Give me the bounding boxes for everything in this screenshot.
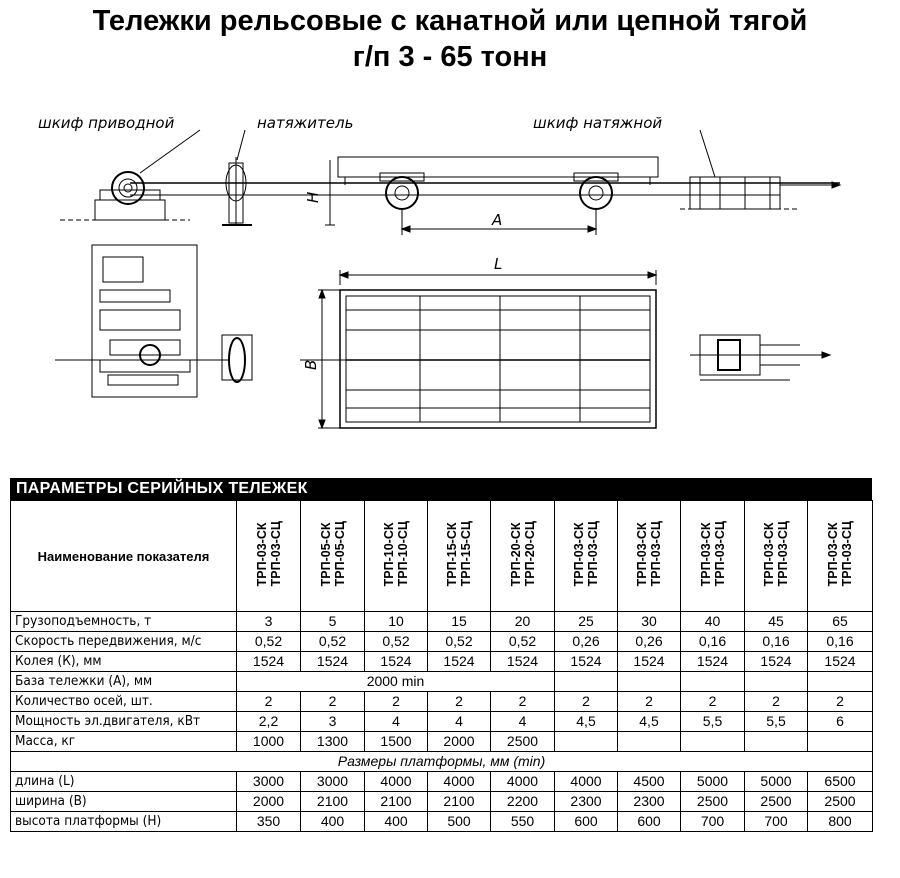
row-label: длина (L) <box>11 772 237 792</box>
table-cell: 2000 <box>428 732 491 752</box>
table-cell: 4000 <box>365 772 428 792</box>
table-cell: 30 <box>618 612 681 632</box>
table-cell: 2 <box>555 692 618 712</box>
table-cell: 400 <box>365 812 428 832</box>
table-cell <box>808 672 873 692</box>
table-cell: 800 <box>808 812 873 832</box>
table-cell: 0,52 <box>237 632 301 652</box>
table-cell: 2,2 <box>237 712 301 732</box>
table-cell: 2100 <box>428 792 491 812</box>
table-cell <box>681 672 745 692</box>
table-cell: 1524 <box>745 652 808 672</box>
table-cell: 1524 <box>555 652 618 672</box>
model-header-cell: ТРП-03-СК ТРП-03-СЦ <box>237 501 301 612</box>
params-table-section <box>10 478 872 832</box>
table-row <box>11 772 873 792</box>
table-header-row <box>11 501 873 612</box>
table-cell <box>808 732 873 752</box>
dim-label-H: H <box>304 191 322 203</box>
table-cell <box>745 732 808 752</box>
table-cell: 2 <box>808 692 873 712</box>
table-cell: 4000 <box>428 772 491 792</box>
row-label: высота платформы (H) <box>11 812 237 832</box>
table-cell: 1524 <box>237 652 301 672</box>
table-cell <box>745 672 808 692</box>
table-cell: 1300 <box>301 732 365 752</box>
table-section-row <box>11 752 873 772</box>
table-cell: 3000 <box>237 772 301 792</box>
table-cell: 2 <box>428 692 491 712</box>
table-cell: 4500 <box>618 772 681 792</box>
label-drive-pulley: шкиф приводной <box>38 114 175 132</box>
table-cell: 5 <box>301 612 365 632</box>
dim-label-L: L <box>494 255 503 273</box>
table-cell: 3 <box>237 612 301 632</box>
model-header-cell: ТРП-15-СК ТРП-15-СЦ <box>428 501 491 612</box>
table-cell: 2500 <box>808 792 873 812</box>
table-cell: 5000 <box>681 772 745 792</box>
row-label: Скорость передвижения, м/с <box>11 632 237 652</box>
label-tensioner: натяжитель <box>257 114 354 132</box>
table-cell: 0,16 <box>745 632 808 652</box>
table-cell: 700 <box>745 812 808 832</box>
table-cell: 0,52 <box>428 632 491 652</box>
table-cell: 2 <box>237 692 301 712</box>
table-cell: 0,52 <box>491 632 555 652</box>
table-cell <box>681 732 745 752</box>
table-cell: 4,5 <box>555 712 618 732</box>
technical-drawing <box>0 85 900 445</box>
dim-label-A: A <box>492 211 503 229</box>
table-cell: 65 <box>808 612 873 632</box>
params-table <box>10 500 873 832</box>
table-cell: 2100 <box>301 792 365 812</box>
dim-label-B: B <box>302 359 320 370</box>
table-row <box>11 792 873 812</box>
model-header-cell: ТРП-03-СК ТРП-03-СЦ <box>808 501 873 612</box>
table-cell: 1524 <box>428 652 491 672</box>
table-cell: 1524 <box>491 652 555 672</box>
table-cell: 2300 <box>618 792 681 812</box>
table-row <box>11 672 873 692</box>
table-cell: 3 <box>301 712 365 732</box>
model-header-cell: ТРП-03-СК ТРП-03-СЦ <box>681 501 745 612</box>
table-cell: 2500 <box>745 792 808 812</box>
table-cell: 1524 <box>681 652 745 672</box>
table-cell: 600 <box>618 812 681 832</box>
table-cell: 2200 <box>491 792 555 812</box>
row-label: Количество осей, шт. <box>11 692 237 712</box>
header-name-cell: Наименование показателя <box>11 501 237 612</box>
table-cell: 2 <box>365 692 428 712</box>
table-cell: 4 <box>428 712 491 732</box>
table-cell: 4 <box>365 712 428 732</box>
table-row <box>11 612 873 632</box>
table-cell: 5,5 <box>745 712 808 732</box>
table-cell: 0,26 <box>555 632 618 652</box>
table-cell: 5000 <box>745 772 808 792</box>
table-cell: 1524 <box>618 652 681 672</box>
table-cell: 600 <box>555 812 618 832</box>
table-cell: 0,26 <box>618 632 681 652</box>
table-cell: 1000 <box>237 732 301 752</box>
table-cell: 2 <box>301 692 365 712</box>
table-cell <box>618 672 681 692</box>
row-label: Грузоподъемность, т <box>11 612 237 632</box>
table-cell: 0,16 <box>808 632 873 652</box>
model-header-cell: ТРП-03-СК ТРП-03-СЦ <box>745 501 808 612</box>
table-cell: 400 <box>301 812 365 832</box>
table-cell <box>555 732 618 752</box>
table-cell: 2 <box>618 692 681 712</box>
table-cell: 40 <box>681 612 745 632</box>
model-header-cell: ТРП-03-СК ТРП-03-СЦ <box>618 501 681 612</box>
model-header-cell: ТРП-10-СК ТРП-10-СЦ <box>365 501 428 612</box>
row-label: База тележки (А), мм <box>11 672 237 692</box>
table-cell: 2 <box>491 692 555 712</box>
row-label: Масса, кг <box>11 732 237 752</box>
table-cell: 3000 <box>301 772 365 792</box>
table-cell: 4 <box>491 712 555 732</box>
table-cell: 0,52 <box>301 632 365 652</box>
table-cell: 20 <box>491 612 555 632</box>
model-header-cell: ТРП-03-СК ТРП-03-СЦ <box>555 501 618 612</box>
table-cell: 4,5 <box>618 712 681 732</box>
table-cell: 1524 <box>365 652 428 672</box>
model-header-cell: ТРП-05-СК ТРП-05-СЦ <box>301 501 365 612</box>
table-cell: 2300 <box>555 792 618 812</box>
table-cell: 1500 <box>365 732 428 752</box>
table-cell: 5,5 <box>681 712 745 732</box>
table-cell: 4000 <box>491 772 555 792</box>
table-cell: 6500 <box>808 772 873 792</box>
table-cell: 0,52 <box>365 632 428 652</box>
table-row <box>11 632 873 652</box>
table-cell: 6 <box>808 712 873 732</box>
table-cell: 1524 <box>808 652 873 672</box>
table-cell-merged: 2000 min <box>237 672 555 692</box>
page-title: Тележки рельсовые с канатной или цепной тягой <box>92 5 808 37</box>
table-cell: 2000 <box>237 792 301 812</box>
model-header-cell: ТРП-20-СК ТРП-20-СЦ <box>491 501 555 612</box>
table-cell: 500 <box>428 812 491 832</box>
table-cell <box>555 672 618 692</box>
page-subtitle: г/п 3 - 65 тонн <box>352 41 548 73</box>
table-row <box>11 812 873 832</box>
table-cell: 15 <box>428 612 491 632</box>
table-row <box>11 732 873 752</box>
row-label: Колея (К), мм <box>11 652 237 672</box>
table-cell <box>618 732 681 752</box>
table-row <box>11 712 873 732</box>
table-cell: 700 <box>681 812 745 832</box>
table-cell: 350 <box>237 812 301 832</box>
table-cell: 2 <box>745 692 808 712</box>
label-tension-pulley: шкиф натяжной <box>533 114 663 132</box>
table-row <box>11 692 873 712</box>
row-label: Мощность эл.двигателя, кВт <box>11 712 237 732</box>
table-cell: 4000 <box>555 772 618 792</box>
table-cell: 10 <box>365 612 428 632</box>
table-cell: 0,16 <box>681 632 745 652</box>
table-cell: 45 <box>745 612 808 632</box>
table-cell: 2100 <box>365 792 428 812</box>
table-cell: 2500 <box>491 732 555 752</box>
table-cell: 550 <box>491 812 555 832</box>
table-cell: 2500 <box>681 792 745 812</box>
section-header: Размеры платформы, мм (min) <box>11 752 873 772</box>
table-cell: 2 <box>681 692 745 712</box>
table-cell: 25 <box>555 612 618 632</box>
row-label: ширина (B) <box>11 792 237 812</box>
table-caption: ПАРАМЕТРЫ СЕРИЙНЫХ ТЕЛЕЖЕК <box>10 478 872 500</box>
table-row <box>11 652 873 672</box>
table-cell: 1524 <box>301 652 365 672</box>
